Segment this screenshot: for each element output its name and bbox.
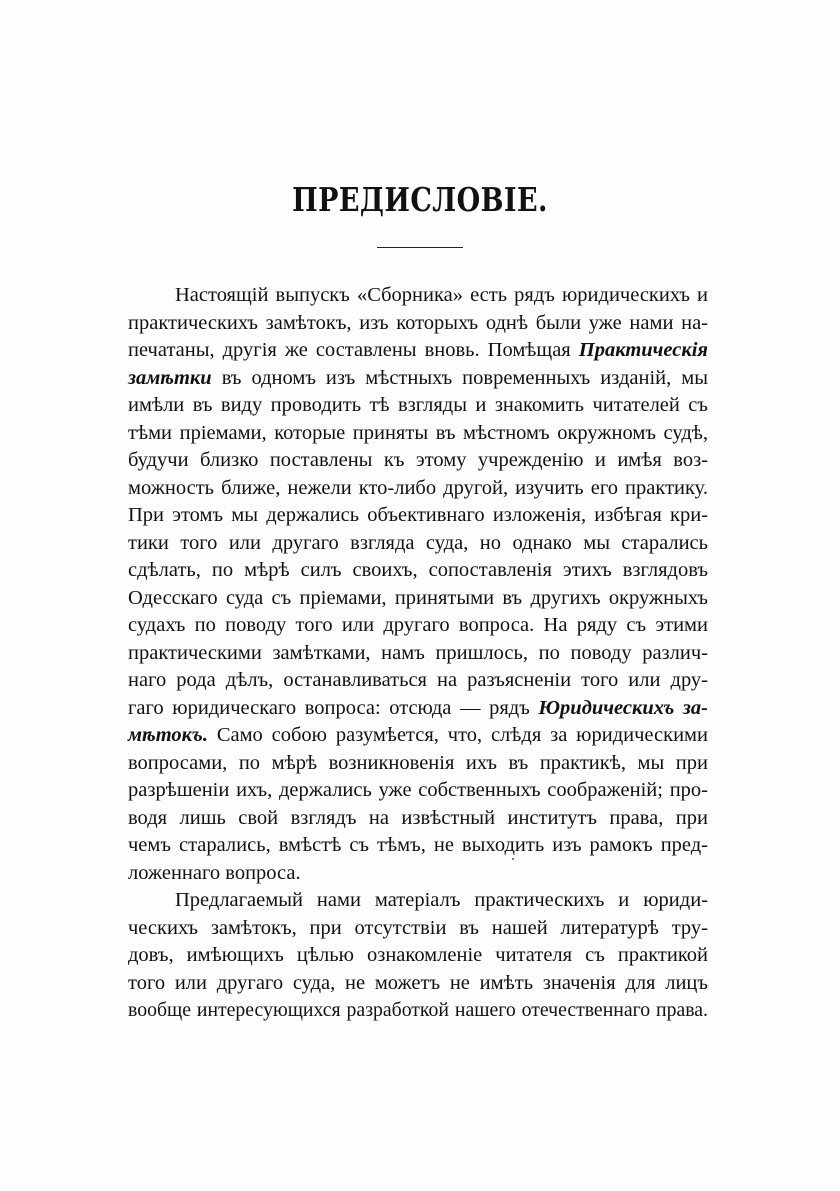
text-line: Предлагаемый нами матеріалъ практическихъ и юриди- xyxy=(175,889,708,911)
print-speck xyxy=(512,858,514,860)
text-line: сдѣлать, по мѣрѣ силъ своихъ, сопоставленія этихъ взглядовъ xyxy=(128,559,708,581)
italic-run: мѣтокъ. xyxy=(128,724,208,746)
text-line: наго рода дѣлъ, останавливаться на разъясненіи того или дру- xyxy=(128,669,708,691)
text-run: Само собою разумѣется, что, слѣдя за юридическими xyxy=(207,724,708,746)
text-line: чемъ старались, вмѣстѣ съ тѣмъ, не выходить изъ рамокъ пред- xyxy=(128,834,708,856)
text-line: тики того или другаго взгляда суда, но однако мы старались xyxy=(128,531,708,554)
text-line xyxy=(128,695,708,723)
text-line xyxy=(128,337,708,365)
italic-run: замѣтки xyxy=(128,366,212,389)
text-line: вопросами, по мѣрѣ возникновенія ихъ въ практикѣ, мы при xyxy=(128,751,708,774)
text-line xyxy=(128,722,708,750)
text-line: того или другаго суда, не можетъ не имѣть значенія для лицъ xyxy=(128,971,708,994)
page-title: ПРЕДИСЛОВІЕ. xyxy=(292,180,548,219)
body-text xyxy=(128,282,708,1025)
text-line: практическими замѣтками, намъ пришлось, по поводу различ- xyxy=(128,641,708,664)
title-rule xyxy=(377,247,463,248)
text-line: Настоящій выпускъ «Сборника» есть рядъ юридическихъ и xyxy=(175,284,708,306)
text-line: ческихъ замѣтокъ, при отсутствіи въ нашей литературѣ тру- xyxy=(128,916,708,939)
text-run: печатаны, другія же составлены вновь. Помѣщая xyxy=(128,339,579,361)
text-line: разрѣшеніи ихъ, держались уже собственныхъ соображеній; про- xyxy=(128,779,708,801)
text-line: судахъ по поводу того или другаго вопроса. На ряду съ этими xyxy=(128,614,708,636)
text-line: практическихъ замѣтокъ, изъ которыхъ однѣ были уже нами на- xyxy=(128,311,708,334)
text-line: вообще интересующихся разработкой нашего отечественнаго права. xyxy=(128,999,708,1021)
italic-run: Юридическихъ за- xyxy=(538,696,708,719)
text-line: тѣми пріемами, которые приняты въ мѣстномъ окружномъ судѣ, xyxy=(128,421,708,444)
text-line: будучи близко поставлены къ этому учрежденію и имѣя воз- xyxy=(128,449,708,471)
text-line: При этомъ мы держались объективнаго изложенія, избѣгая кри- xyxy=(128,504,708,526)
text-line: Одесскаго суда съ пріемами, принятыми въ другихъ окружныхъ xyxy=(128,586,708,609)
text-line: ложеннаго вопроса. xyxy=(128,861,301,884)
text-line: имѣли въ виду проводить тѣ взгляды и знакомить читателей съ xyxy=(128,394,708,416)
text-line: довъ, имѣющихъ цѣлью ознакомленіе читателя съ практикой xyxy=(128,944,708,966)
text-line: водя лишь свой взглядъ на извѣстный институтъ права, при xyxy=(128,806,708,829)
text-run: въ одномъ изъ мѣстныхъ повременныхъ изданій, мы xyxy=(211,366,708,389)
text-line: можность ближе, нежели кто-либо другой, изучить его практику. xyxy=(128,476,708,499)
text-line xyxy=(128,365,708,393)
text-run: гаго юридическаго вопроса: отсюда — рядъ xyxy=(128,696,539,719)
italic-run: Практическія xyxy=(578,339,708,361)
